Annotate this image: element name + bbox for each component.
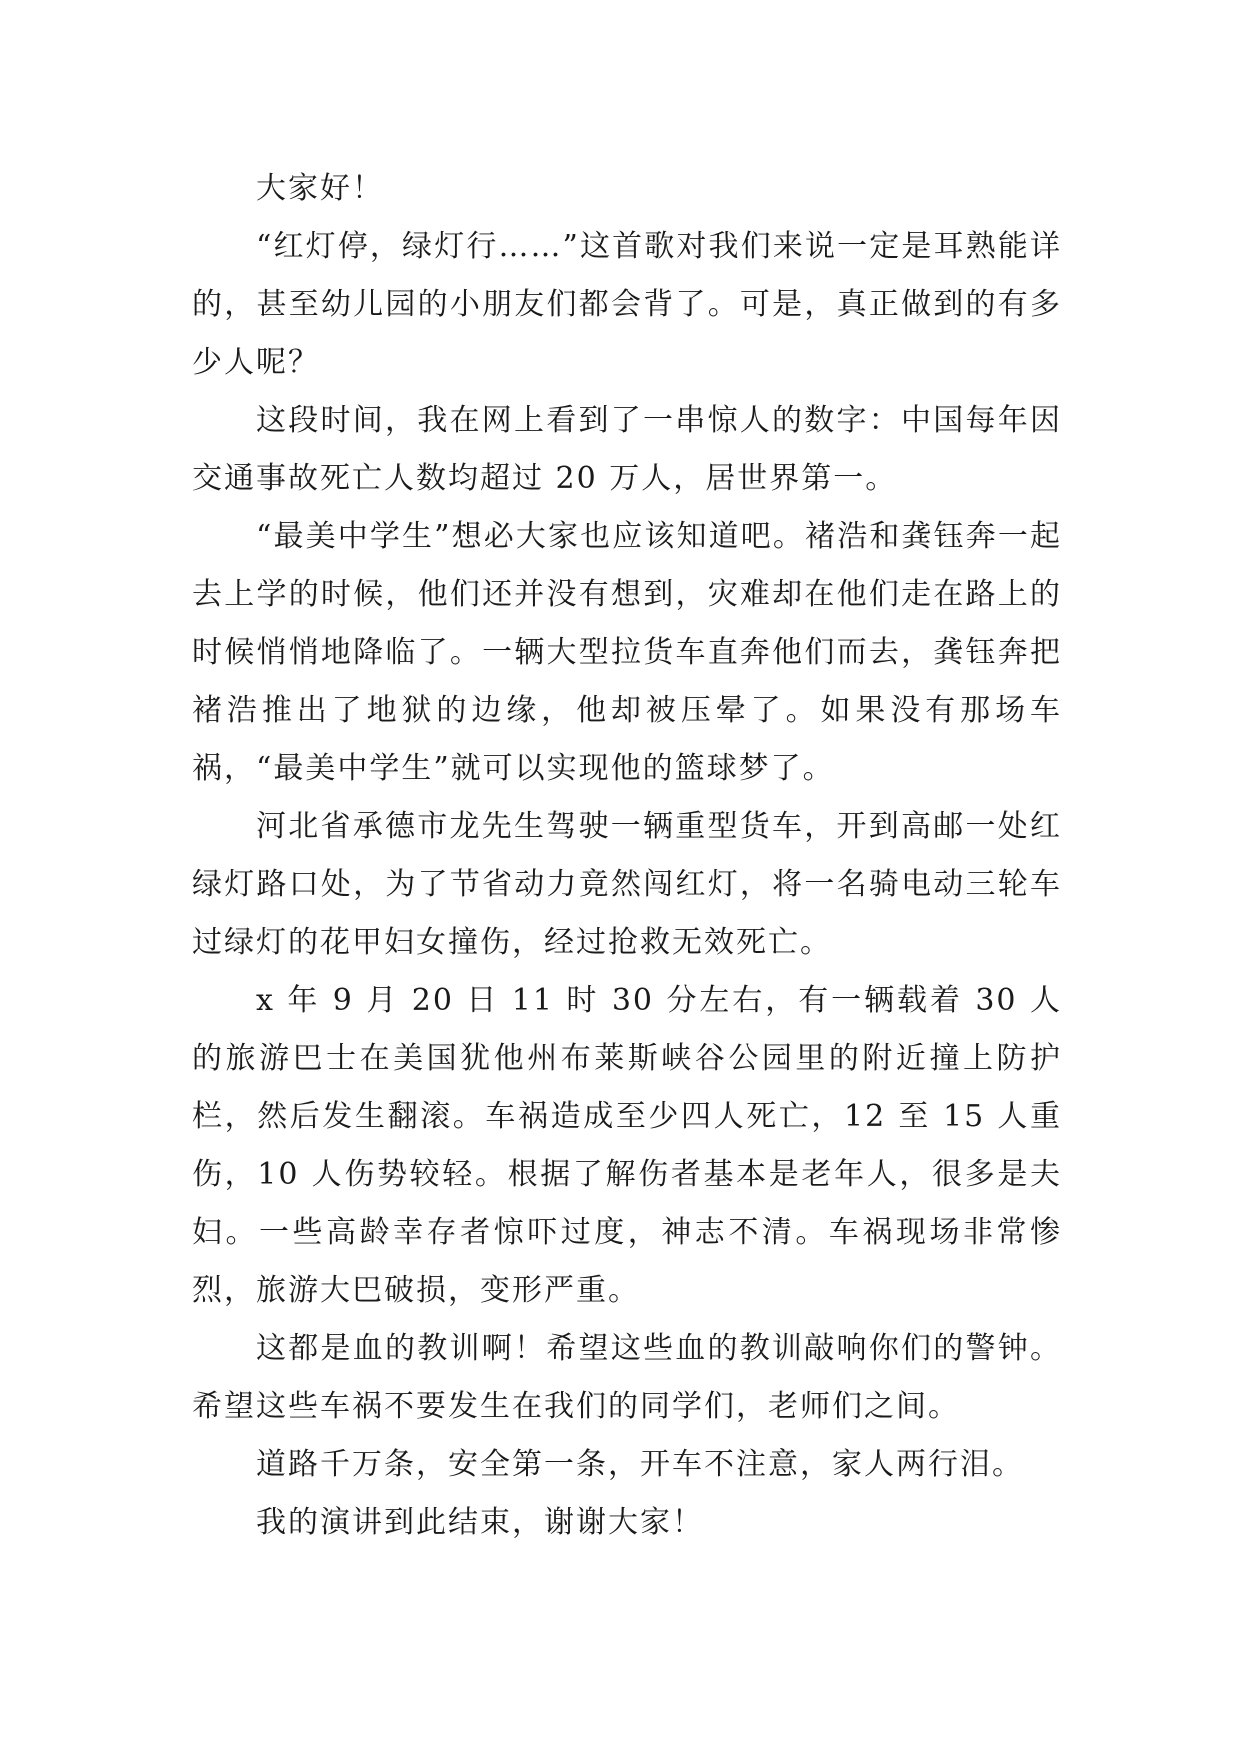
- paragraph-utah-accident: x 年 9 月 20 日 11 时 30 分左右，有一辆载着 30 人的旅游巴士在美国犹他州布莱斯峡谷公园里的附近撞上防护栏，然后发生翻滚。车祸造成至少四人死亡，12 至 15 人重伤，10 人伤势较轻。根据了解伤者基本是老年人，很多是夫妇。一些高龄幸存者惊吓过度，神志不清。车祸现场非常惨烈，旅游大巴破损，变形严重。: [192, 983, 1062, 1308]
- speech-body: [192, 160, 1062, 1552]
- paragraph-best-student: “最美中学生”想必大家也应该知道吧。褚浩和龚钰奔一起去上学的时候，他们还并没有想到，灾难却在他们走在路上的时候悄悄地降临了。一辆大型拉货车直奔他们而去，龚钰奔把褚浩推出了地狱的边缘，他却被压晕了。如果没有那场车祸，“最美中学生”就可以实现他的篮球梦了。: [192, 519, 1062, 786]
- paragraph-greeting: 大家好！: [256, 171, 384, 206]
- paragraph-hebei-accident: 河北省承德市龙先生驾驶一辆重型货车，开到高邮一处红绿灯路口处，为了节省动力竟然闯红灯，将一名骑电动三轮车过绿灯的花甲妇女撞伤，经过抢救无效死亡。: [192, 809, 1062, 960]
- paragraph-slogan: 道路千万条，安全第一条，开车不注意，家人两行泪。: [256, 1447, 1024, 1482]
- paragraph-song: “红灯停，绿灯行……”这首歌对我们来说一定是耳熟能详的，甚至幼儿园的小朋友们都会背了。可是，真正做到的有多少人呢？: [192, 229, 1062, 380]
- paragraph-lesson: 这都是血的教训啊！希望这些血的教训敲响你们的警钟。希望这些车祸不要发生在我们的同学们，老师们之间。: [192, 1331, 1062, 1424]
- paragraph-closing: 我的演讲到此结束，谢谢大家！: [256, 1505, 704, 1540]
- paragraph-statistics: 这段时间，我在网上看到了一串惊人的数字：中国每年因交通事故死亡人数均超过 20 万人，居世界第一。: [192, 403, 1062, 496]
